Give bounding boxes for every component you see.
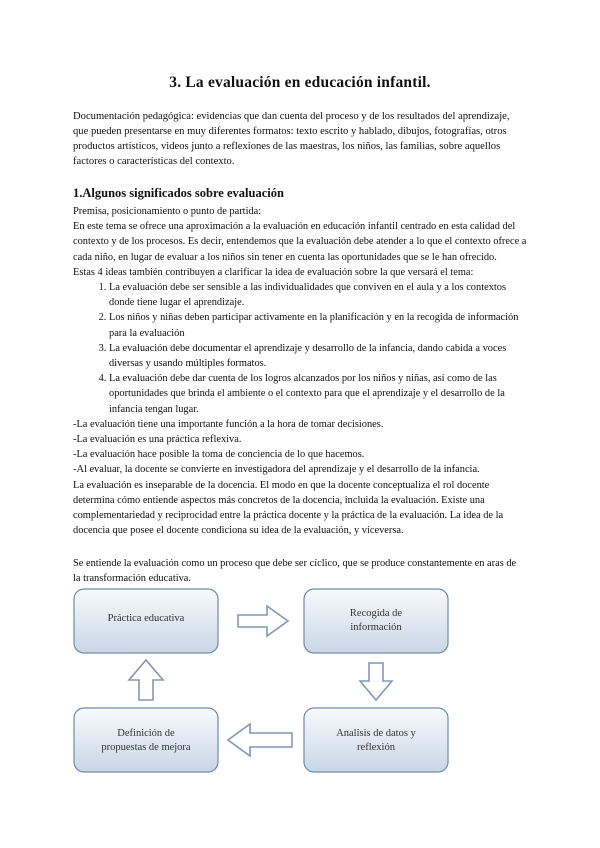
arrow-down-icon	[360, 663, 392, 700]
idea-item: 3. La evaluación debe documentar el aprendizaje y desarrollo de la infancia, dando cabida a voces diversas y usando múltiples formatos.	[109, 341, 529, 371]
bullet-line: -La evaluación tiene una importante función a la hora de tomar decisiones.	[73, 418, 384, 430]
cycle-box-analysis	[304, 708, 448, 772]
paragraph-teaching: La evaluación es inseparable de la docencia. El modo en que la docente conceptualiza el rol docente determina cómo entiende aspectos más concretos de la docencia, incluida la evaluación. Existe una complementariedad y reciprocidad entre la práctica docente y la práctica de la evaluación. La idea de la docencia que posee el docente condiciona su idea de la evaluación, y viceversa.	[73, 479, 504, 537]
arrow-right-icon	[238, 606, 288, 636]
arrow-up-icon	[129, 660, 163, 700]
paragraph-context: En este tema se ofrece una aproximación a la evaluación en educación infantil centrado en esta calidad del contexto y de los procesos. Es decir, entendemos que la evaluación debe atender a lo que el contexto ofrece a cada niño, en lugar de evaluar a los niños sin tener en cuenta las oportunidades que se le han ofrecido.	[73, 221, 527, 263]
bullet-line: -La evaluación hace posible la toma de conciencia de lo que hacemos.	[73, 449, 365, 461]
intro-paragraph: Documentación pedagógica: evidencias que dan cuenta del proceso y de los resultados del aprendizaje, que pueden presentarse en muy diferentes formatos: texto escrito y hablado, dibujos, fotografías, otros productos artísticos, videos junto a reflexiones de las maestras, los niños, las familias, sobre aquellos factores o características del contexto.	[73, 111, 510, 167]
box-label-improvement-1: Definición de	[117, 728, 175, 739]
section-body	[73, 204, 529, 538]
box-label-practice: Práctica educativa	[107, 613, 185, 624]
idea-item: 2. Los niños y niñas deben participar activamente en la planificación y en la recogida de información para la evaluación	[109, 310, 529, 340]
box-label-analysis-2: reflexión	[357, 742, 395, 753]
cycle-box-improvement	[74, 708, 218, 772]
idea-item: 1. La evaluación debe ser sensible a las individualidades que conviven en el aula y a los contextos donde tiene lugar el aprendizaje.	[109, 280, 529, 310]
box-label-collection-2: información	[350, 622, 402, 633]
box-label-analysis-1: Analisis de datos y	[336, 728, 416, 739]
paragraph-ideas-intro: Estas 4 ideas también contribuyen a clarificar la idea de evaluación sobre la que versará el tema:	[73, 266, 474, 278]
arrow-left-icon	[228, 724, 292, 756]
premise-text: Premisa, posicionamiento o punto de partida:	[73, 206, 262, 217]
closing-paragraph: Se entiende la evaluación como un proceso que debe ser cíclico, que se produce constantemente en aras de la transformación educativa.	[73, 558, 517, 584]
evaluation-cycle-diagram	[70, 584, 530, 774]
ideas-list	[73, 280, 529, 417]
cycle-box-practice	[74, 589, 218, 653]
bullet-line: -La evaluación es una práctica reflexiva.	[73, 434, 242, 446]
box-label-collection-1: Recogida de	[349, 608, 403, 619]
section-heading: 1.Algunos significados sobre evaluación	[73, 186, 284, 200]
page-title: 3. La evaluación en educación infantil.	[169, 74, 431, 91]
idea-item: 4. La evaluación debe dar cuenta de los logros alcanzados por los niños y niñas, así como de las oportunidades que brinda el ambiente o el contexto para que el aprendizaje y el desarrollo de la infancia tengan lugar.	[109, 371, 529, 417]
bullet-line: -Al evaluar, la docente se convierte en investigadora del aprendizaje y el desarrollo de la infancia.	[73, 464, 480, 476]
box-label-improvement-2: propuestas de mejora	[101, 742, 191, 753]
cycle-box-collection	[304, 589, 448, 653]
